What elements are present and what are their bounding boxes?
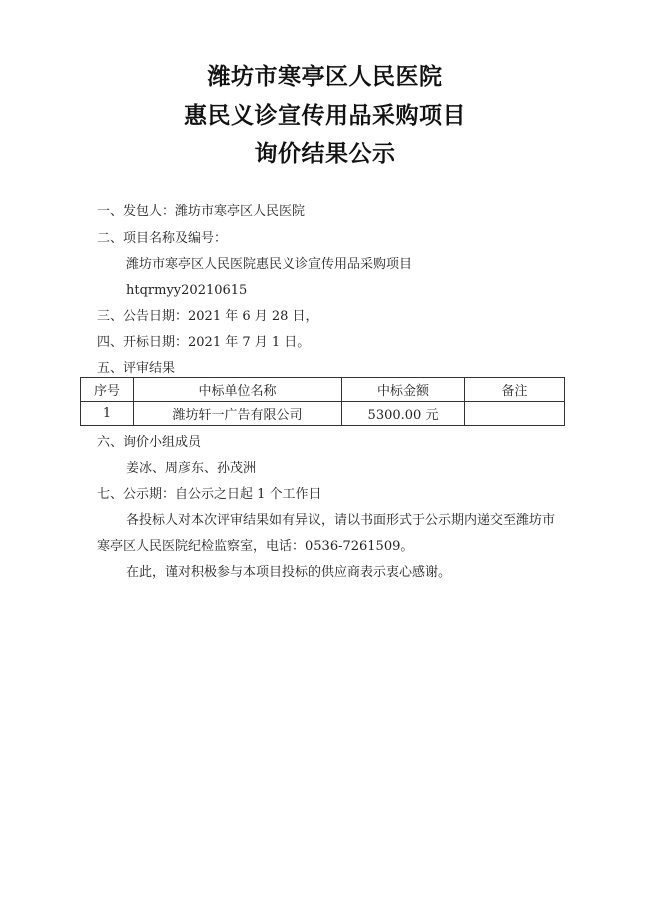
document-title-line3: 询价结果公示 (254, 141, 396, 167)
committee-members: 姜冰、周彦东、孙茂洲 (126, 461, 257, 476)
table-cell-winner: 潍坊轩一广告有限公司 (134, 402, 342, 426)
project-code: htqrmyy20210615 (126, 283, 248, 298)
objection-text-line2: 寒亭区人民医院纪检监察室，电话：0536-7261509。 (97, 539, 414, 554)
section-committee-heading: 六、询价小组成员 (97, 435, 202, 450)
document-title-line1: 潍坊市寒亭区人民医院 (207, 64, 443, 90)
table-header-cell: 中标单位名称 (134, 378, 342, 402)
table-cell-remark (465, 402, 565, 426)
table-header-row (81, 378, 565, 402)
results-table (80, 377, 565, 426)
section-bid-opening-date: 四、开标日期：2021 年 7 月 1 日。 (97, 335, 311, 350)
section-employer: 一、发包人：潍坊市寒亭区人民医院 (97, 204, 306, 219)
section-results-heading: 五、评审结果 (97, 361, 176, 376)
thanks-text: 在此，谨对积极参与本项目投标的供应商表示衷心感谢。 (126, 565, 452, 580)
project-name: 潍坊市寒亭区人民医院惠民义诊宣传用品采购项目 (126, 257, 413, 272)
table-header-cell: 序号 (81, 378, 134, 402)
document-title-line2: 惠民义诊宣传用品采购项目 (184, 103, 466, 129)
table-cell-index: 1 (81, 402, 134, 426)
section-announcement-date: 三、公告日期：2021 年 6 月 28 日， (97, 309, 319, 324)
table-row (81, 402, 565, 426)
table-header-cell: 备注 (465, 378, 565, 402)
objection-text-line1: 各投标人对本次评审结果如有异议，请以书面形式于公示期内递交至潍坊市 (126, 513, 556, 528)
table-header-cell: 中标金额 (342, 378, 465, 402)
table-cell-amount: 5300.00 元 (342, 402, 465, 426)
section-publicity-period: 七、公示期：自公示之日起 1 个工作日 (97, 487, 322, 502)
section-project-heading: 二、项目名称及编号： (97, 231, 228, 246)
